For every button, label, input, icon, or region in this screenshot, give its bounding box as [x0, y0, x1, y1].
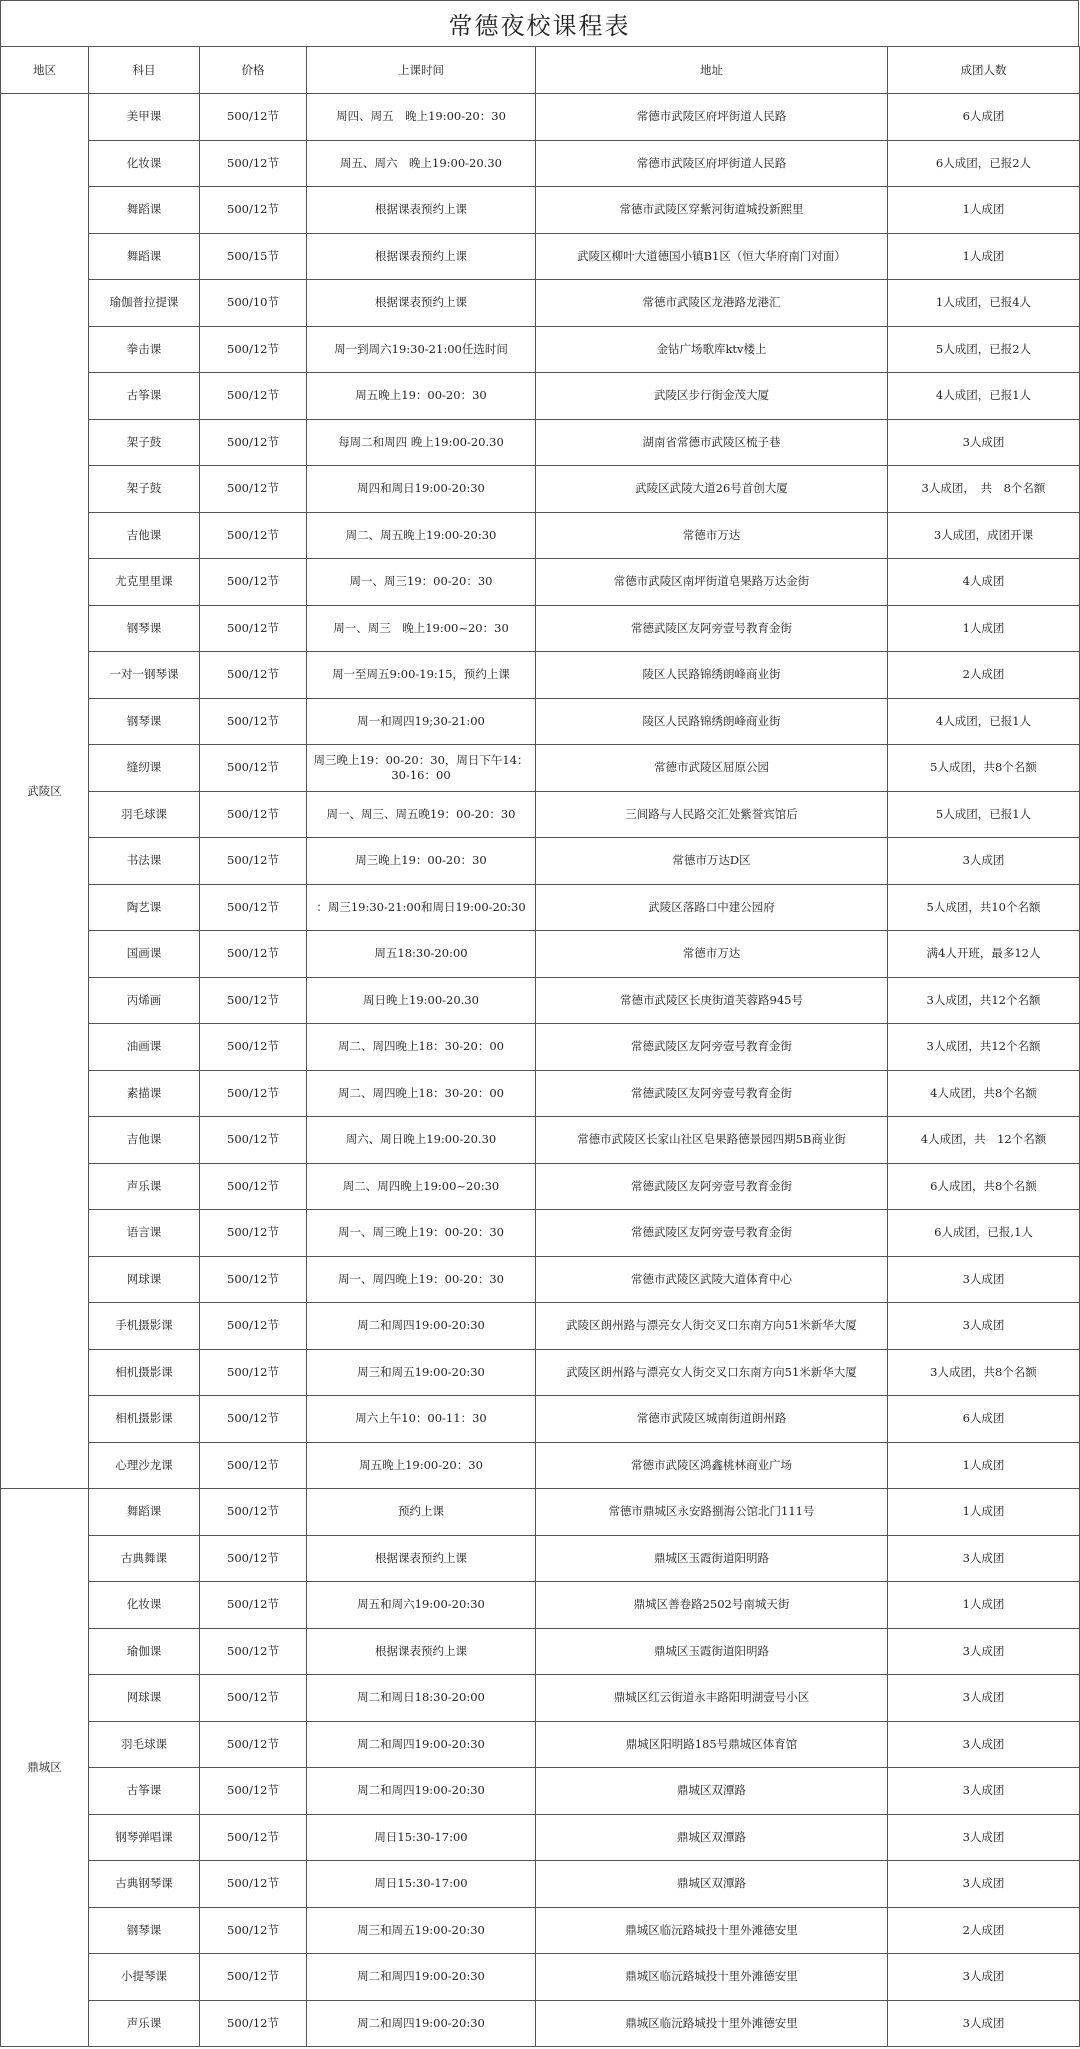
cell-price: 500/12节: [200, 931, 307, 978]
cell-subject: 钢琴弹唱课: [89, 1814, 200, 1861]
cell-subject: 声乐课: [89, 2000, 200, 2047]
cell-group-size: 6人成团: [888, 94, 1080, 141]
cell-subject: 手机摄影课: [89, 1303, 200, 1350]
table-row: [1, 977, 1080, 1024]
cell-price: 500/12节: [200, 884, 307, 931]
cell-time: 周三晚上19：00-20：30，周日下午14：30-16：00: [307, 745, 536, 792]
cell-group-size: 满4人开班，最多12人: [888, 931, 1080, 978]
cell-address: 金钻广场歌库ktv楼上: [536, 326, 888, 373]
cell-group-size: 6人成团: [888, 1396, 1080, 1443]
cell-price: 500/12节: [200, 1256, 307, 1303]
cell-address: 常德市武陵区南坪街道皂果路万达金街: [536, 559, 888, 606]
cell-time: 周一、周四晚上19：00-20：30: [307, 1256, 536, 1303]
cell-address: 常德市武陵区屈原公园: [536, 745, 888, 792]
cell-price: 500/12节: [200, 1768, 307, 1815]
cell-time: 周一至周五9:00-19:15，预约上课: [307, 652, 536, 699]
cell-address: 常德市鼎城区永安路捌海公馆北门111号: [536, 1489, 888, 1536]
cell-group-size: 1人成团: [888, 1442, 1080, 1489]
cell-price: 500/15节: [200, 233, 307, 280]
cell-address: 武陵区朗州路与漂亮女人街交叉口东南方向51米新华大厦: [536, 1349, 888, 1396]
cell-address: 湖南省常德市武陵区梳子巷: [536, 419, 888, 466]
table-row: [1, 1070, 1080, 1117]
cell-group-size: 4人成团，已报1人: [888, 373, 1080, 420]
cell-time: 周三晚上19：00-20：30: [307, 838, 536, 885]
cell-time: 根据课表预约上课: [307, 280, 536, 327]
cell-time: 周日晚上19:00-20.30: [307, 977, 536, 1024]
table-row: [1, 745, 1080, 792]
cell-time: 根据课表预约上课: [307, 1535, 536, 1582]
cell-price: 500/12节: [200, 1210, 307, 1257]
cell-subject: 古典钢琴课: [89, 1861, 200, 1908]
cell-time: 周二、周四晚上18：30-20：00: [307, 1070, 536, 1117]
cell-price: 500/12节: [200, 605, 307, 652]
cell-time: 周四、周五 晚上19:00-20：30: [307, 94, 536, 141]
cell-subject: 古筝课: [89, 1768, 200, 1815]
table-row: [1, 1210, 1080, 1257]
cell-address: 武陵区落路口中建公园府: [536, 884, 888, 931]
cell-price: 500/12节: [200, 1675, 307, 1722]
cell-price: 500/12节: [200, 1303, 307, 1350]
cell-subject: 羽毛球课: [89, 791, 200, 838]
table-row: [1, 280, 1080, 327]
cell-subject: 缝纫课: [89, 745, 200, 792]
table-row: [1, 1628, 1080, 1675]
cell-address: 武陵区步行街金茂大厦: [536, 373, 888, 420]
cell-price: 500/12节: [200, 1954, 307, 2001]
cell-group-size: 3人成团: [888, 1721, 1080, 1768]
cell-subject: 羽毛球课: [89, 1721, 200, 1768]
cell-time: 周五晚上19：00-20：30: [307, 373, 536, 420]
cell-group-size: 5人成团，已报1人: [888, 791, 1080, 838]
table-row: [1, 1117, 1080, 1164]
table-row: [1, 326, 1080, 373]
cell-price: 500/12节: [200, 1907, 307, 1954]
region-cell: 鼎城区: [1, 1489, 89, 2047]
cell-address: 常德市武陵区龙港路龙港汇: [536, 280, 888, 327]
cell-group-size: 3人成团: [888, 419, 1080, 466]
cell-group-size: 1人成团: [888, 1489, 1080, 1536]
cell-price: 500/12节: [200, 373, 307, 420]
cell-time: 周二、周四晚上18：30-20：00: [307, 1024, 536, 1071]
header-region: 地区: [1, 47, 89, 94]
table-row: [1, 1721, 1080, 1768]
header-price: 价格: [200, 47, 307, 94]
cell-subject: 舞蹈课: [89, 1489, 200, 1536]
table-row: [1, 652, 1080, 699]
cell-subject: 素描课: [89, 1070, 200, 1117]
cell-group-size: 1人成团，已报4人: [888, 280, 1080, 327]
cell-address: 常德武陵区友阿旁壹号教育金街: [536, 1070, 888, 1117]
cell-time: 周二和周四19:00-20:30: [307, 1768, 536, 1815]
cell-time: 周三和周五19:00-20:30: [307, 1349, 536, 1396]
table-row: [1, 559, 1080, 606]
cell-group-size: 1人成团: [888, 233, 1080, 280]
cell-time: 根据课表预约上课: [307, 1628, 536, 1675]
header-row: [1, 47, 1080, 94]
cell-price: 500/12节: [200, 1396, 307, 1443]
cell-subject: 化妆课: [89, 140, 200, 187]
cell-address: 陵区人民路锦绣朗峰商业街: [536, 652, 888, 699]
cell-subject: 陶艺课: [89, 884, 200, 931]
cell-address: 常德市武陵区鸿鑫桃林商业广场: [536, 1442, 888, 1489]
cell-time: 周六、周日晚上19:00-20.30: [307, 1117, 536, 1164]
cell-time: 周一、周三、周五晚19：00-20：30: [307, 791, 536, 838]
cell-address: 常德武陵区友阿旁壹号教育金街: [536, 1210, 888, 1257]
cell-subject: 语言课: [89, 1210, 200, 1257]
table-row: [1, 373, 1080, 420]
table-row: [1, 605, 1080, 652]
cell-price: 500/12节: [200, 1535, 307, 1582]
cell-group-size: 3人成团: [888, 1675, 1080, 1722]
cell-subject: 钢琴课: [89, 698, 200, 745]
cell-time: 周五和周六19:00-20:30: [307, 1582, 536, 1629]
cell-time: 周一到周六19:30-21:00任选时间: [307, 326, 536, 373]
cell-group-size: 3人成团: [888, 1256, 1080, 1303]
cell-address: 常德市万达: [536, 931, 888, 978]
cell-price: 500/12节: [200, 512, 307, 559]
cell-price: 500/12节: [200, 466, 307, 513]
cell-time: 周一、周三19：00-20：30: [307, 559, 536, 606]
cell-subject: 国画课: [89, 931, 200, 978]
cell-time: 周三和周五19:00-20:30: [307, 1907, 536, 1954]
cell-group-size: 6人成团，已报,1人: [888, 1210, 1080, 1257]
cell-address: 鼎城区双潭路: [536, 1814, 888, 1861]
cell-group-size: 4人成团: [888, 559, 1080, 606]
table-row: [1, 884, 1080, 931]
cell-price: 500/12节: [200, 326, 307, 373]
table-row: [1, 94, 1080, 141]
cell-price: 500/12节: [200, 559, 307, 606]
cell-address: 常德武陵区友阿旁壹号教育金街: [536, 1024, 888, 1071]
cell-group-size: 3人成团: [888, 2000, 1080, 2047]
cell-group-size: 5人成团，共8个名额: [888, 745, 1080, 792]
cell-subject: 尤克里里课: [89, 559, 200, 606]
table-row: [1, 1535, 1080, 1582]
table-row: [1, 1163, 1080, 1210]
cell-group-size: 4人成团，共 12个名额: [888, 1117, 1080, 1164]
cell-address: 常德市武陵区府坪街道人民路: [536, 94, 888, 141]
table-row: [1, 1861, 1080, 1908]
table-row: [1, 838, 1080, 885]
cell-group-size: 5人成团，共10个名额: [888, 884, 1080, 931]
cell-price: 500/12节: [200, 1070, 307, 1117]
cell-time: 周五晚上19:00-20：30: [307, 1442, 536, 1489]
cell-time: 周二和周四19:00-20:30: [307, 2000, 536, 2047]
cell-price: 500/12节: [200, 791, 307, 838]
table-row: [1, 419, 1080, 466]
table-row: [1, 1814, 1080, 1861]
cell-subject: 舞蹈课: [89, 187, 200, 234]
cell-group-size: 3人成团，共12个名额: [888, 1024, 1080, 1071]
cell-address: 鼎城区临沅路城投十里外滩德安里: [536, 2000, 888, 2047]
table-row: [1, 466, 1080, 513]
page-title: 常德夜校课程表: [0, 0, 1079, 46]
cell-address: 常德武陵区友阿旁壹号教育金街: [536, 605, 888, 652]
cell-time: 周一、周三 晚上19:00~20：30: [307, 605, 536, 652]
cell-subject: 舞蹈课: [89, 233, 200, 280]
cell-price: 500/12节: [200, 1024, 307, 1071]
table-row: [1, 1442, 1080, 1489]
cell-time: 周一和周四19;30-21:00: [307, 698, 536, 745]
cell-address: 鼎城区红云街道永丰路阳明湖壹号小区: [536, 1675, 888, 1722]
cell-address: 鼎城区临沅路城投十里外滩德安里: [536, 1954, 888, 2001]
table-row: [1, 931, 1080, 978]
cell-time: 预约上课: [307, 1489, 536, 1536]
cell-group-size: 3人成团，共8个名额: [888, 1349, 1080, 1396]
cell-price: 500/12节: [200, 698, 307, 745]
cell-subject: 架子鼓: [89, 466, 200, 513]
table-row: [1, 1489, 1080, 1536]
cell-time: 根据课表预约上课: [307, 233, 536, 280]
cell-time: 周日15:30-17:00: [307, 1861, 536, 1908]
table-row: [1, 1396, 1080, 1443]
cell-address: 常德市万达: [536, 512, 888, 559]
header-subject: 科目: [89, 47, 200, 94]
table-row: [1, 140, 1080, 187]
cell-time: 周二和周四19:00-20:30: [307, 1954, 536, 2001]
cell-subject: 瑜伽普拉提课: [89, 280, 200, 327]
cell-group-size: 5人成团，已报2人: [888, 326, 1080, 373]
cell-time: ：周三19:30-21:00和周日19:00-20:30: [307, 884, 536, 931]
cell-price: 500/12节: [200, 1628, 307, 1675]
cell-price: 500/12节: [200, 1582, 307, 1629]
cell-time: 周二、周五晚上19:00-20:30: [307, 512, 536, 559]
table-row: [1, 233, 1080, 280]
cell-time: 周二和周日18:30-20:00: [307, 1675, 536, 1722]
cell-price: 500/12节: [200, 140, 307, 187]
cell-time: 周六上午10：00-11：30: [307, 1396, 536, 1443]
cell-subject: 油画课: [89, 1024, 200, 1071]
cell-price: 500/12节: [200, 419, 307, 466]
cell-address: 鼎城区善卷路2502号南城天街: [536, 1582, 888, 1629]
cell-subject: 书法课: [89, 838, 200, 885]
table-row: [1, 1349, 1080, 1396]
cell-address: 武陵区武陵大道26号首创大厦: [536, 466, 888, 513]
cell-address: 常德武陵区友阿旁壹号教育金街: [536, 1163, 888, 1210]
cell-group-size: 3人成团: [888, 1814, 1080, 1861]
region-cell: 武陵区: [1, 94, 89, 1489]
cell-time: 周一、周三晚上19：00-20：30: [307, 1210, 536, 1257]
cell-address: 鼎城区玉霞街道阳明路: [536, 1628, 888, 1675]
cell-subject: 心理沙龙课: [89, 1442, 200, 1489]
cell-price: 500/10节: [200, 280, 307, 327]
cell-address: 常德市武陵区武陵大道体育中心: [536, 1256, 888, 1303]
schedule-table: [0, 46, 1080, 2047]
cell-group-size: 6人成团，共8个名额: [888, 1163, 1080, 1210]
table-row: [1, 791, 1080, 838]
cell-group-size: 1人成团: [888, 605, 1080, 652]
cell-group-size: 3人成团: [888, 1535, 1080, 1582]
cell-subject: 相机摄影课: [89, 1396, 200, 1443]
cell-subject: 钢琴课: [89, 1907, 200, 1954]
cell-group-size: 2人成团: [888, 1907, 1080, 1954]
cell-subject: 小提琴课: [89, 1954, 200, 2001]
cell-price: 500/12节: [200, 187, 307, 234]
cell-address: 陵区人民路锦绣朗峰商业街: [536, 698, 888, 745]
cell-group-size: 3人成团，共12个名额: [888, 977, 1080, 1024]
cell-subject: 网球课: [89, 1675, 200, 1722]
cell-group-size: 1人成团: [888, 187, 1080, 234]
cell-time: 根据课表预约上课: [307, 187, 536, 234]
cell-price: 500/12节: [200, 1814, 307, 1861]
cell-time: 每周二和周四 晚上19:00-20.30: [307, 419, 536, 466]
cell-price: 500/12节: [200, 2000, 307, 2047]
cell-address: 鼎城区临沅路城投十里外滩德安里: [536, 1907, 888, 1954]
cell-address: 常德市武陵区长家山社区皂果路德景园四期5B商业街: [536, 1117, 888, 1164]
cell-subject: 古典舞课: [89, 1535, 200, 1582]
cell-group-size: 3人成团: [888, 1768, 1080, 1815]
cell-subject: 相机摄影课: [89, 1349, 200, 1396]
table-row: [1, 1303, 1080, 1350]
header-group-size: 成团人数: [888, 47, 1080, 94]
cell-time: 周五18:30-20:00: [307, 931, 536, 978]
table-row: [1, 1907, 1080, 1954]
cell-group-size: 3人成团，成团开课: [888, 512, 1080, 559]
cell-group-size: 3人成团: [888, 1954, 1080, 2001]
cell-group-size: 3人成团: [888, 1303, 1080, 1350]
cell-address: 常德市万达D区: [536, 838, 888, 885]
table-row: [1, 698, 1080, 745]
cell-price: 500/12节: [200, 1489, 307, 1536]
cell-address: 常德市武陵区城南街道朗州路: [536, 1396, 888, 1443]
cell-time: 周二和周四19:00-20:30: [307, 1721, 536, 1768]
cell-subject: 拳击课: [89, 326, 200, 373]
cell-price: 500/12节: [200, 1117, 307, 1164]
cell-price: 500/12节: [200, 94, 307, 141]
cell-group-size: 3人成团， 共 8个名额: [888, 466, 1080, 513]
cell-address: 常德市武陵区府坪街道人民路: [536, 140, 888, 187]
table-row: [1, 1954, 1080, 2001]
cell-address: 常德市武陵区穿紫河街道城投新熙里: [536, 187, 888, 234]
cell-price: 500/12节: [200, 1442, 307, 1489]
cell-address: 武陵区柳叶大道德国小镇B1区（恒大华府南门对面）: [536, 233, 888, 280]
cell-address: 三闾路与人民路交汇处紫誉宾馆后: [536, 791, 888, 838]
cell-price: 500/12节: [200, 1163, 307, 1210]
table-row: [1, 1024, 1080, 1071]
cell-subject: 瑜伽课: [89, 1628, 200, 1675]
cell-price: 500/12节: [200, 1349, 307, 1396]
cell-subject: 网球课: [89, 1256, 200, 1303]
cell-time: 周五、周六 晚上19:00-20.30: [307, 140, 536, 187]
cell-time: 周四和周日19:00-20:30: [307, 466, 536, 513]
table-row: [1, 512, 1080, 559]
cell-price: 500/12节: [200, 1721, 307, 1768]
cell-time: 周日15:30-17:00: [307, 1814, 536, 1861]
cell-group-size: 1人成团: [888, 1582, 1080, 1629]
cell-group-size: 4人成团，共8个名额: [888, 1070, 1080, 1117]
cell-address: 鼎城区阳明路185号鼎城区体育馆: [536, 1721, 888, 1768]
header-time: 上课时间: [307, 47, 536, 94]
cell-price: 500/12节: [200, 745, 307, 792]
cell-address: 鼎城区玉霞街道阳明路: [536, 1535, 888, 1582]
cell-time: 周二、周四晚上19:00~20:30: [307, 1163, 536, 1210]
cell-group-size: 3人成团: [888, 838, 1080, 885]
cell-subject: 一对一钢琴课: [89, 652, 200, 699]
table-row: [1, 187, 1080, 234]
cell-subject: 美甲课: [89, 94, 200, 141]
cell-subject: 古筝课: [89, 373, 200, 420]
cell-group-size: 3人成团: [888, 1861, 1080, 1908]
cell-group-size: 6人成团，已报2人: [888, 140, 1080, 187]
cell-group-size: 2人成团: [888, 652, 1080, 699]
cell-subject: 架子鼓: [89, 419, 200, 466]
table-row: [1, 1582, 1080, 1629]
table-body: [1, 94, 1080, 2047]
table-row: [1, 1768, 1080, 1815]
table-row: [1, 2000, 1080, 2047]
cell-subject: 化妆课: [89, 1582, 200, 1629]
cell-time: 周二和周四19:00-20:30: [307, 1303, 536, 1350]
cell-subject: 丙烯画: [89, 977, 200, 1024]
table-row: [1, 1675, 1080, 1722]
cell-address: 鼎城区双潭路: [536, 1861, 888, 1908]
cell-price: 500/12节: [200, 652, 307, 699]
cell-subject: 声乐课: [89, 1163, 200, 1210]
cell-address: 武陵区朗州路与漂亮女人街交叉口东南方向51米新华大厦: [536, 1303, 888, 1350]
header-address: 地址: [536, 47, 888, 94]
cell-address: 鼎城区双潭路: [536, 1768, 888, 1815]
cell-address: 常德市武陵区长庚街道芙蓉路945号: [536, 977, 888, 1024]
table-row: [1, 1256, 1080, 1303]
cell-price: 500/12节: [200, 1861, 307, 1908]
cell-price: 500/12节: [200, 838, 307, 885]
cell-price: 500/12节: [200, 977, 307, 1024]
cell-subject: 钢琴课: [89, 605, 200, 652]
cell-subject: 吉他课: [89, 1117, 200, 1164]
cell-group-size: 4人成团，已报1人: [888, 698, 1080, 745]
cell-group-size: 3人成团: [888, 1628, 1080, 1675]
cell-subject: 吉他课: [89, 512, 200, 559]
